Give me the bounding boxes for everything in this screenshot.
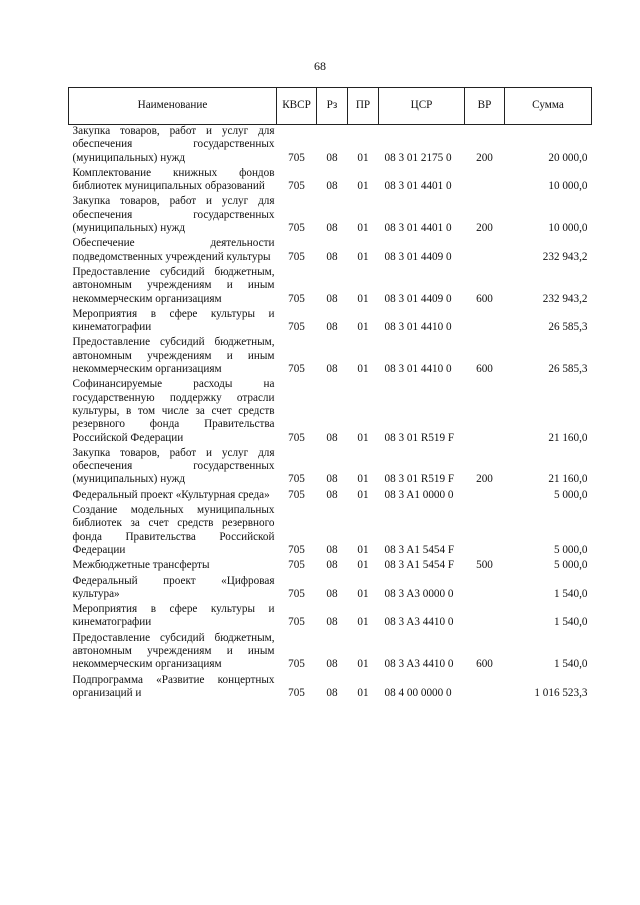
table-row [69,674,592,703]
table-row [69,504,592,559]
row-vr: 600 [476,658,493,671]
row-kvsr: 705 [288,321,305,334]
row-kvsr: 705 [288,616,305,629]
row-pr: 01 [357,321,369,334]
row-rz: 08 [326,431,338,444]
row-csr: 08 3 A1 5454 F [384,559,455,572]
row-vr [465,378,505,446]
header-row [69,88,592,125]
row-vr: 200 [476,222,493,235]
row-csr: 08 3 01 4401 0 [384,222,452,235]
row-csr: 08 3 01 4409 0 [384,250,452,263]
row-sum: 1 016 523,3 [534,686,588,699]
header-csr: ЦСР [379,88,465,125]
table-row [69,447,592,489]
row-rz: 08 [326,616,338,629]
row-sum: 21 160,0 [548,431,588,444]
row-name: Комплектование книжных фондов библиотек муниципальных образований [72,166,275,193]
row-sum: 232 943,2 [542,250,588,263]
row-kvsr: 705 [288,151,305,164]
row-csr: 08 3 01 2175 0 [384,151,452,164]
row-rz: 08 [326,292,338,305]
row-csr: 08 4 00 0000 0 [384,686,452,699]
table-row [69,378,592,446]
row-vr: 200 [476,473,493,486]
row-pr: 01 [357,686,369,699]
row-csr: 08 3 01 4401 0 [384,180,452,193]
header-rz: Рз [317,88,348,125]
row-name: Закупка товаров, работ и услуг для обеспечения государственных (муниципальных) нужд [72,195,275,235]
row-csr: 08 3 A1 5454 F [384,543,455,556]
row-csr: 08 3 01 R519 F [384,473,455,486]
table-row [69,266,592,308]
row-kvsr: 705 [288,488,305,501]
row-rz: 08 [326,559,338,572]
row-name: Межбюджетные трансферты [72,559,210,572]
header-vr: ВР [465,88,505,125]
row-name: Закупка товаров, работ и услуг для обеспечения государственных (муниципальных) нужд [72,446,275,486]
row-rz: 08 [326,222,338,235]
row-rz: 08 [326,587,338,600]
row-kvsr: 705 [288,222,305,235]
row-vr: 200 [476,151,493,164]
row-vr [465,603,505,632]
row-sum: 21 160,0 [548,473,588,486]
header-name: Наименование [69,88,277,125]
row-pr: 01 [357,180,369,193]
row-pr: 01 [357,363,369,376]
row-kvsr: 705 [288,473,305,486]
table-row [69,336,592,378]
row-name: Мероприятия в сфере культуры и кинематографии [72,603,275,629]
row-name: Предоставление субсидий бюджетным, автономным учреждениям и иным некоммерческим организациям [72,265,275,305]
row-kvsr: 705 [288,686,305,699]
row-rz: 08 [326,363,338,376]
table-row [69,167,592,196]
row-sum: 26 585,3 [548,363,588,376]
row-csr: 08 3 A1 0000 0 [384,488,454,501]
table-row [69,632,592,674]
row-kvsr: 705 [288,250,305,263]
row-sum: 232 943,2 [542,292,588,305]
row-rz: 08 [326,686,338,699]
row-kvsr: 705 [288,658,305,671]
row-kvsr: 705 [288,292,305,305]
row-csr: 08 3 01 4410 0 [384,321,452,334]
row-vr [465,167,505,196]
row-name: Подпрограмма «Развитие концертных организаций и [72,673,275,699]
row-pr: 01 [357,292,369,305]
row-csr: 08 3 01 R519 F [384,431,455,444]
header-pr: ПР [348,88,379,125]
row-sum: 1 540,0 [553,658,588,671]
row-rz: 08 [326,180,338,193]
row-kvsr: 705 [288,559,305,572]
table-row [69,575,592,604]
row-vr: 500 [476,559,493,572]
header-sum: Сумма [505,88,592,125]
row-sum: 10 000,0 [548,180,588,193]
budget-table [68,87,592,702]
table-row [69,559,592,574]
row-kvsr: 705 [288,363,305,376]
row-pr: 01 [357,587,369,600]
row-kvsr: 705 [288,180,305,193]
row-vr [465,489,505,504]
row-name: Закупка товаров, работ и услуг для обеспечения государственных (муниципальных) нужд [72,125,275,164]
row-pr: 01 [357,488,369,501]
row-pr: 01 [357,559,369,572]
row-pr: 01 [357,658,369,671]
row-pr: 01 [357,431,369,444]
row-vr [465,237,505,266]
row-sum: 10 000,0 [548,222,588,235]
row-sum: 5 000,0 [553,488,588,501]
row-name: Софинансируемые расходы на государственную поддержку отрасли культуры, в том числе за счет средств резервного фонда Правительства Российской Федерации [72,378,275,444]
table-row [69,308,592,337]
row-name: Предоставление субсидий бюджетным, автономным учреждениям и иным некоммерческим организациям [72,631,275,671]
row-vr: 600 [476,292,493,305]
row-sum: 1 540,0 [553,616,588,629]
row-pr: 01 [357,543,369,556]
row-csr: 08 3 A3 0000 0 [384,587,454,600]
table-header [69,88,592,125]
row-kvsr: 705 [288,431,305,444]
row-sum: 20 000,0 [548,151,588,164]
row-name: Предоставление субсидий бюджетным, автономным учреждениям и иным некоммерческим организациям [72,336,275,376]
row-csr: 08 3 A3 4410 0 [384,616,454,629]
table-row [69,489,592,504]
row-sum: 1 540,0 [553,587,588,600]
row-vr [465,674,505,703]
row-name: Федеральный проект «Культурная среда» [72,488,270,501]
row-vr [465,504,505,559]
row-sum: 26 585,3 [548,321,588,334]
table-row [69,125,592,167]
row-rz: 08 [326,321,338,334]
table-body [69,125,592,703]
row-vr [465,575,505,604]
table-row [69,237,592,266]
header-kvsr: КВСР [277,88,317,125]
row-pr: 01 [357,250,369,263]
row-name: Мероприятия в сфере культуры и кинематографии [72,307,275,334]
row-csr: 08 3 01 4409 0 [384,292,452,305]
page-number: 68 [314,59,326,73]
row-csr: 08 3 01 4410 0 [384,363,452,376]
row-csr: 08 3 A3 4410 0 [384,658,454,671]
row-pr: 01 [357,473,369,486]
row-kvsr: 705 [288,543,305,556]
row-kvsr: 705 [288,587,305,600]
row-vr [465,308,505,337]
row-sum: 5 000,0 [553,543,588,556]
row-name: Обеспечение деятельности подведомственных учреждений культуры [72,237,275,263]
row-name: Создание модельных муниципальных библиотек за счет средств резервного фонда Правительства Российской Федерации [72,504,275,556]
table-row [69,603,592,632]
row-name: Федеральный проект «Цифровая культура» [72,574,275,600]
row-rz: 08 [326,488,338,501]
row-sum: 5 000,0 [553,559,588,572]
row-rz: 08 [326,473,338,486]
table-row [69,195,592,237]
row-vr: 600 [476,363,493,376]
row-pr: 01 [357,616,369,629]
row-pr: 01 [357,222,369,235]
row-pr: 01 [357,151,369,164]
row-rz: 08 [326,658,338,671]
row-rz: 08 [326,543,338,556]
row-rz: 08 [326,250,338,263]
row-rz: 08 [326,151,338,164]
